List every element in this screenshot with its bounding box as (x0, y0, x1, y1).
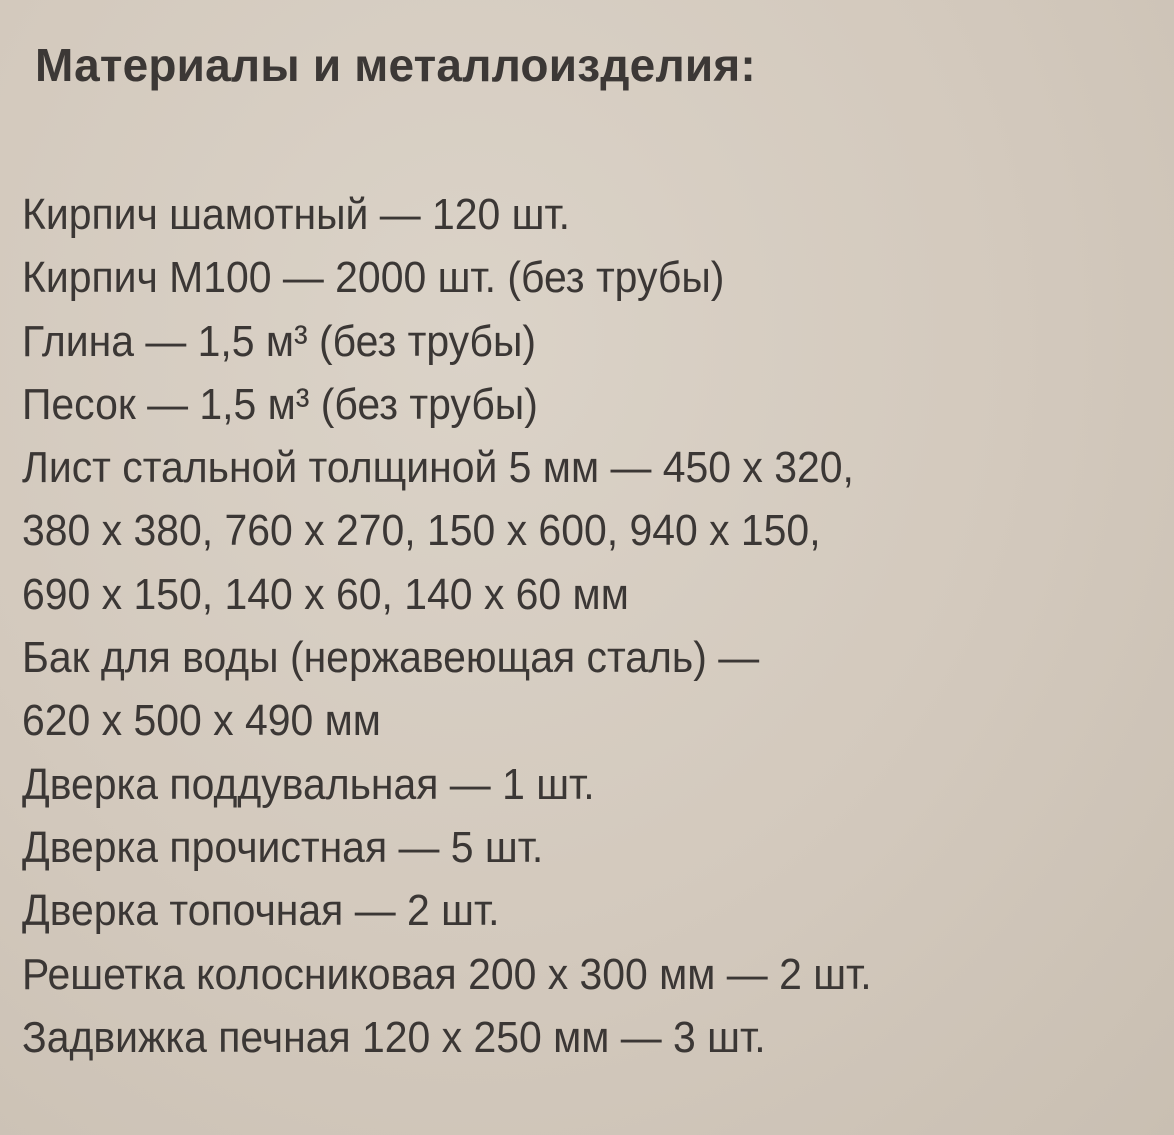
list-item: Дверка топочная — 2 шт. (22, 886, 500, 936)
list-item: 620 x 500 x 490 мм (22, 696, 381, 746)
list-item: Кирпич шамотный — 120 шт. (22, 190, 571, 239)
list-item: Решетка колосниковая 200 x 300 мм — 2 шт. (22, 949, 872, 999)
list-item: 380 x 380, 760 x 270, 150 x 600, 940 x 150, (22, 506, 821, 556)
list-item: Дверка поддувальная — 1 шт. (22, 759, 595, 809)
list-item: Глина — 1,5 м³ (без трубы) (22, 316, 537, 366)
list-item: Песок — 1,5 м³ (без трубы) (22, 379, 538, 429)
list-item: Дверка прочистная — 5 шт. (22, 822, 544, 872)
section-heading: Материалы и металлоизделия: (35, 39, 756, 91)
list-item: 690 x 150, 140 x 60, 140 x 60 мм (22, 569, 629, 619)
list-item: Бак для воды (нержавеющая сталь) — (22, 633, 760, 683)
list-item: Кирпич М100 — 2000 шт. (без трубы) (22, 253, 725, 303)
list-item: Лист стальной толщиной 5 мм — 450 x 320, (22, 443, 854, 493)
list-item: Задвижка печная 120 x 250 мм — 3 шт. (22, 1012, 766, 1062)
materials-list (22, 183, 936, 1069)
